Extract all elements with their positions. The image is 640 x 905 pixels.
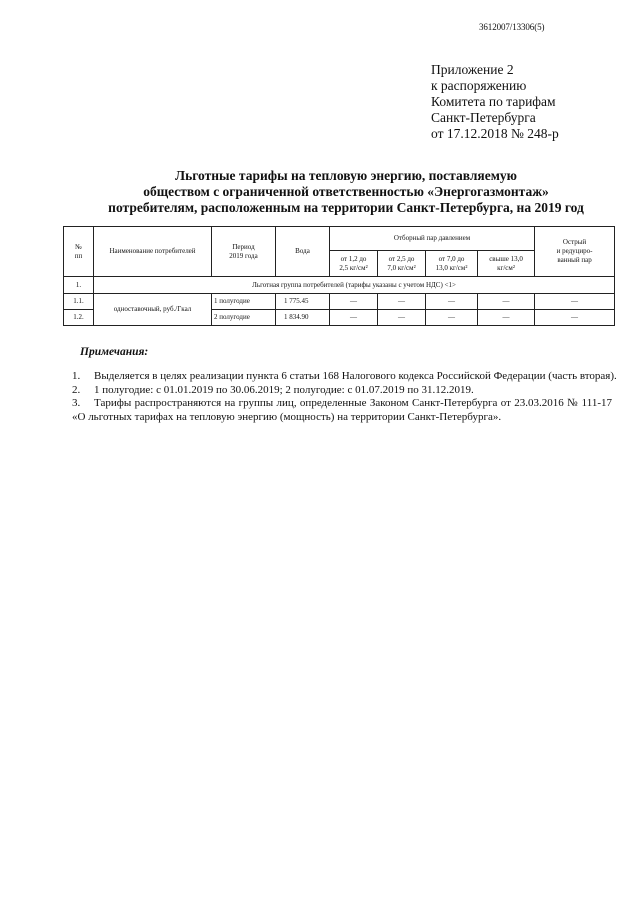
notes-list <box>72 370 617 424</box>
group-label: Льготная группа потребителей (тарифы указаны с учетом НДС) <1> <box>94 277 615 294</box>
row-p1-value: — <box>330 310 378 326</box>
tariff-table <box>63 226 615 326</box>
row-num: 1.1. <box>64 294 94 310</box>
header-sharp-steam: Острый и редуциро- ванный пар <box>535 227 615 277</box>
header-steam: Отборный пар давлением <box>330 227 535 251</box>
row-p1-value: — <box>330 294 378 310</box>
appendix-line: Приложение 2 <box>431 62 514 77</box>
row-p4-value: — <box>478 310 535 326</box>
header-pressure-1: от 1,2 до 2,5 кг/см² <box>330 251 378 277</box>
appendix-line: к распоряжению <box>431 78 527 93</box>
header-num: № пп <box>64 227 94 277</box>
document-number: 3612007/13306(5) <box>479 22 545 32</box>
row-num: 1.2. <box>64 310 94 326</box>
notes-title: Примечания: <box>80 346 149 358</box>
title-line: обществом с ограниченной ответственностью «Энергогазмонтаж» <box>143 184 549 199</box>
note-text: Тарифы распространяются на группы лиц, определенные Законом Санкт-Петербурга от 23.03.2016 № 111-17 <box>94 397 612 409</box>
consumer-name: одноставочный, руб./Гкал <box>94 294 212 326</box>
header-pressure-4: свыше 13,0 кг/см² <box>478 251 535 277</box>
appendix-line: Санкт-Петербурга <box>431 110 536 125</box>
row-sharp-value: — <box>535 310 615 326</box>
group-row <box>64 277 615 294</box>
row-p3-value: — <box>426 310 478 326</box>
appendix-block <box>431 62 559 142</box>
note-item <box>72 370 617 384</box>
header-pressure-2: от 2,5 до 7,0 кг/см² <box>378 251 426 277</box>
note-continuation: «О льготных тарифах на тепловую энергию (мощность) на территории Санкт-Петербурга». <box>72 410 502 423</box>
group-num: 1. <box>64 277 94 294</box>
row-water-value: 1 775.45 <box>276 294 330 310</box>
note-number: 2. <box>72 383 81 396</box>
header-water: Вода <box>276 227 330 277</box>
note-text: 1 полугодие: с 01.01.2019 по 30.06.2019; 2 полугодие: с 01.07.2019 по 31.12.2019. <box>94 383 474 396</box>
row-p4-value: — <box>478 294 535 310</box>
note-number: 1. <box>72 370 81 382</box>
document-title <box>66 168 626 216</box>
row-period: 1 полугодие <box>212 294 276 310</box>
table-row <box>64 294 615 310</box>
row-p2-value: — <box>378 310 426 326</box>
header-consumer: Наименование потребителей <box>94 227 212 277</box>
note-number: 3. <box>72 397 81 409</box>
header-period: Период 2019 года <box>212 227 276 277</box>
header-pressure-3: от 7,0 до 13,0 кг/см² <box>426 251 478 277</box>
row-water-value: 1 834.90 <box>276 310 330 326</box>
row-p2-value: — <box>378 294 426 310</box>
appendix-line: Комитета по тарифам <box>431 94 556 109</box>
note-item <box>72 384 612 398</box>
appendix-line: от 17.12.2018 № 248-р <box>431 126 559 141</box>
title-line: потребителям, расположенным на территории Санкт-Петербурга, на 2019 год <box>108 200 584 215</box>
row-sharp-value: — <box>535 294 615 310</box>
note-item <box>72 397 612 411</box>
title-line: Льготные тарифы на тепловую энергию, поставляемую <box>175 168 517 183</box>
row-p3-value: — <box>426 294 478 310</box>
note-text: Выделяется в целях реализации пункта 6 статьи 168 Налогового кодекса Российской Федерации (часть вторая). <box>94 370 617 382</box>
row-period: 2 полугодие <box>212 310 276 326</box>
